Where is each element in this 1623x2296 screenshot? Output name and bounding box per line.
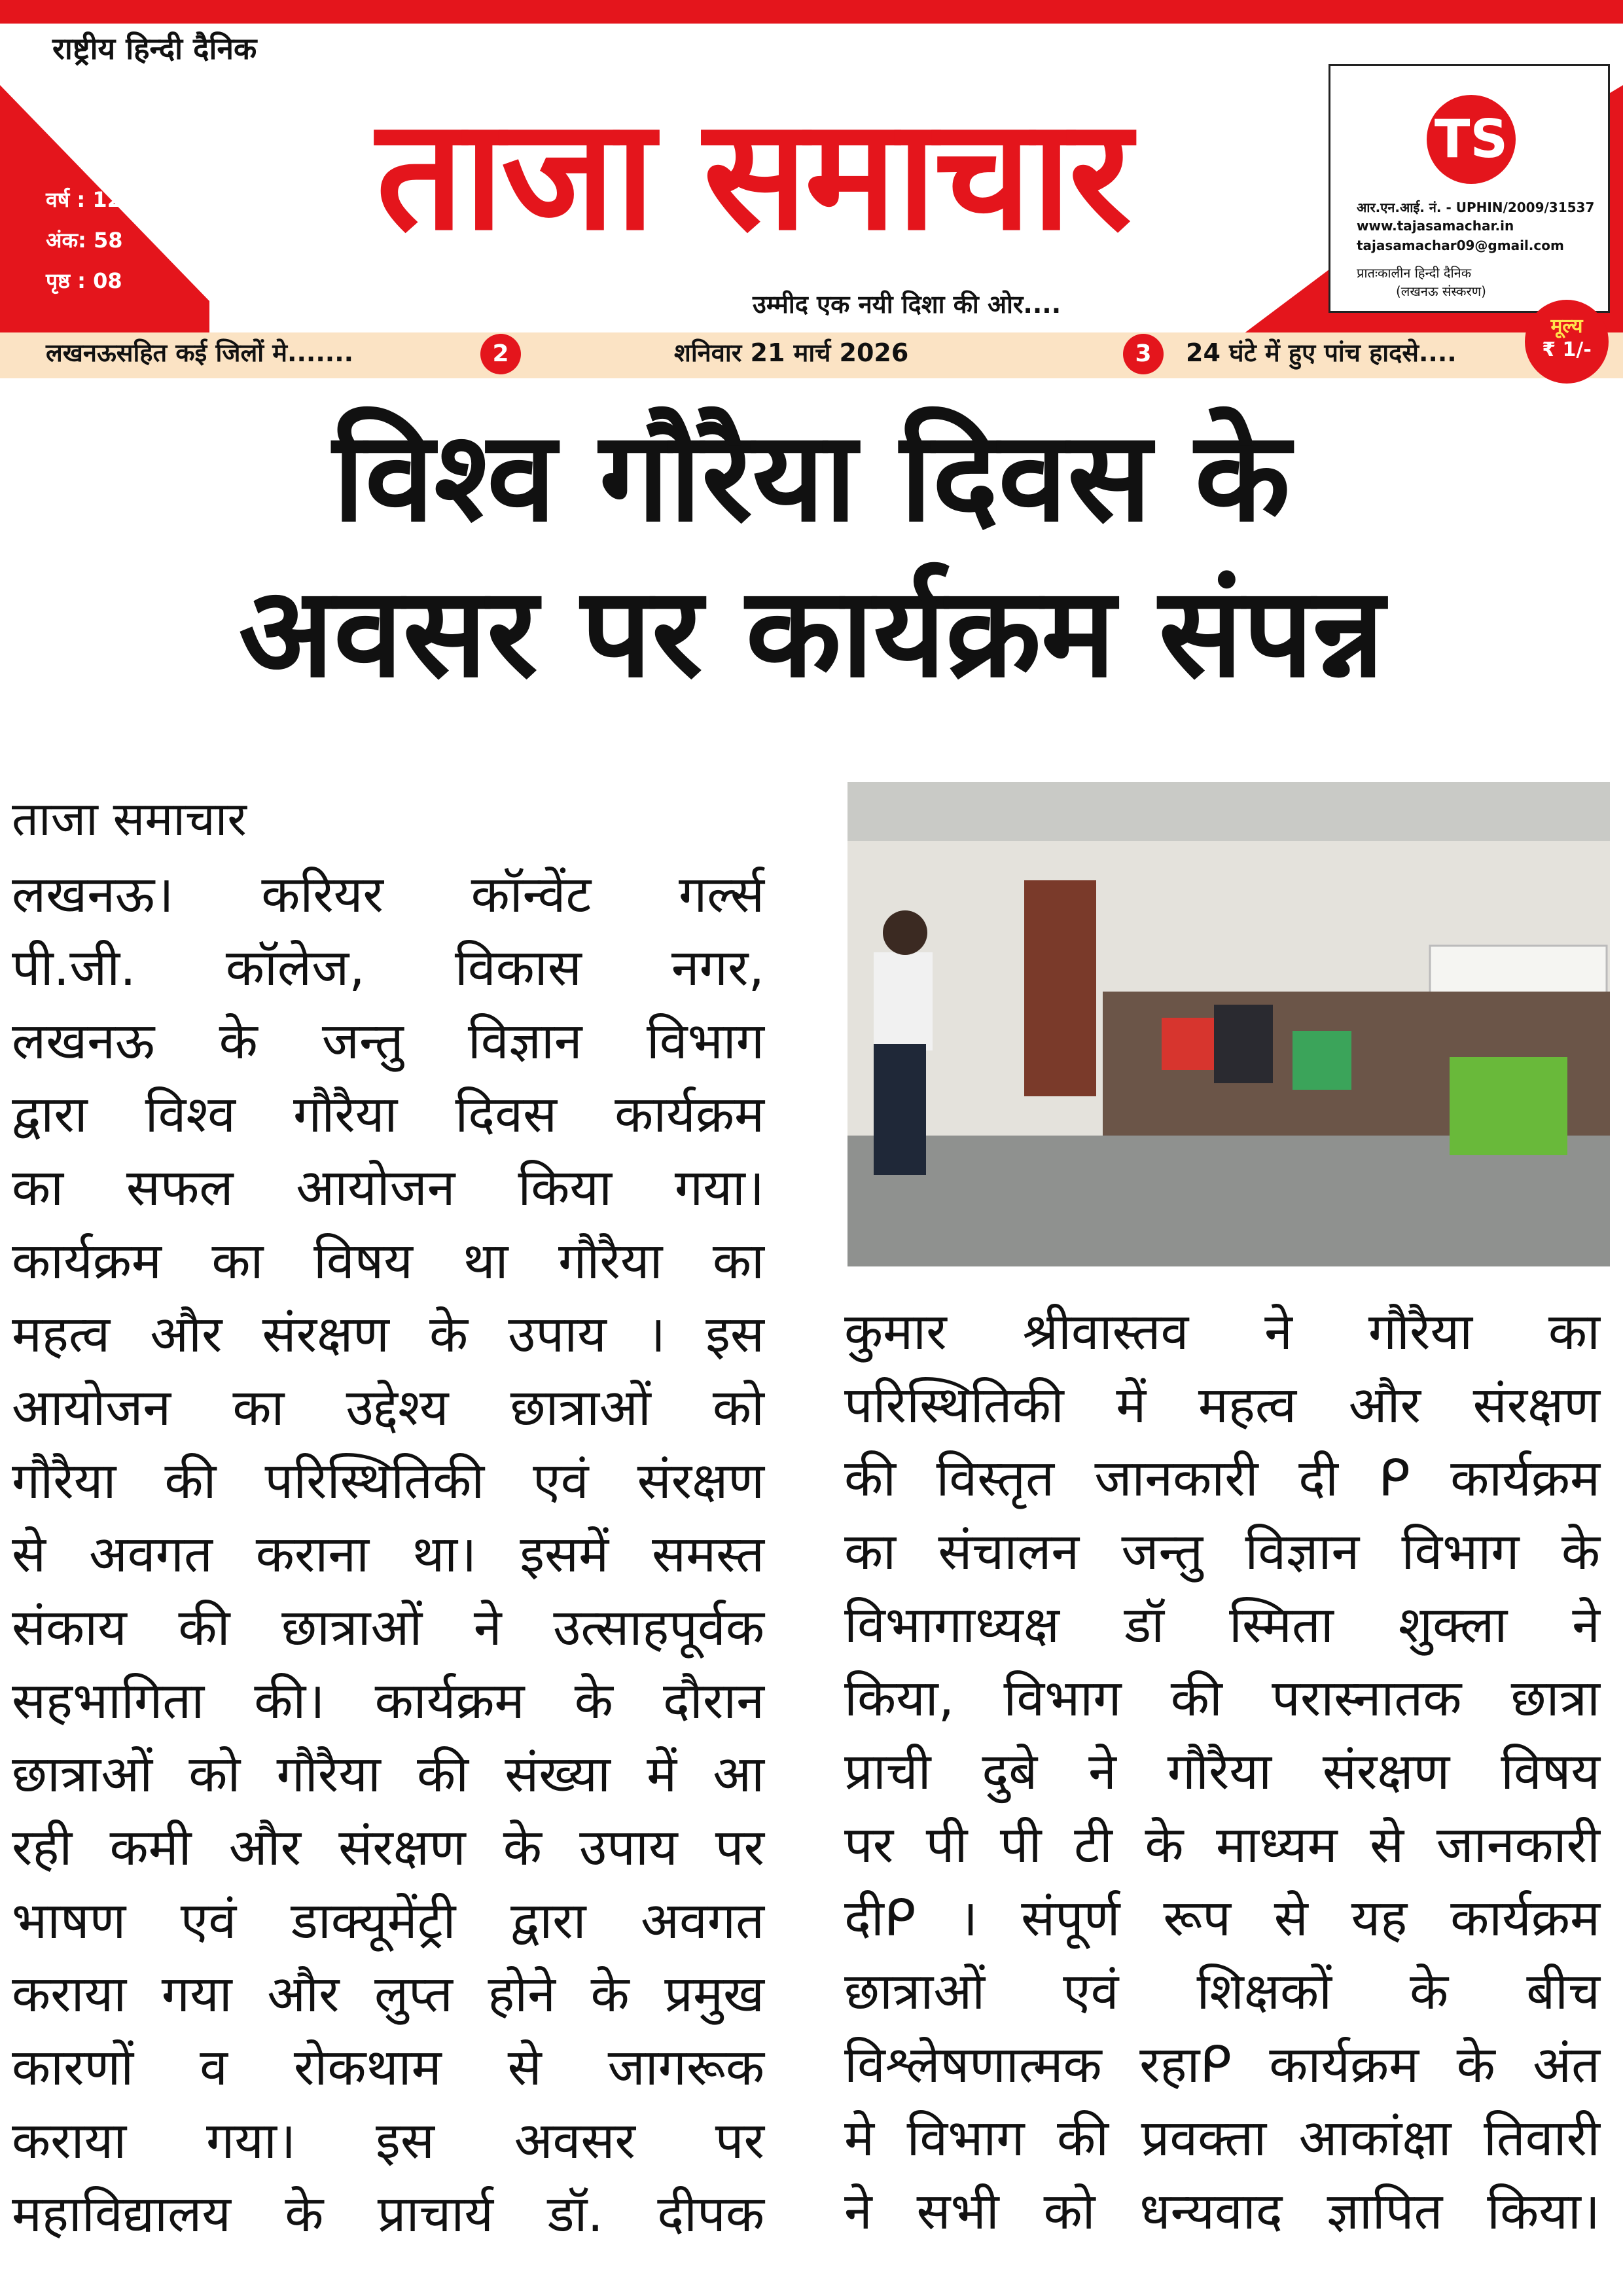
left-column-line: द्वारा विश्व गौरैया दिवस कार्यक्रम <box>12 1086 764 1144</box>
edition-label: प्रातःकालीन हिन्दी दैनिक <box>1357 265 1472 281</box>
right-column-line: कुमार श्रीवास्तव ने गौरैया का <box>844 1303 1600 1361</box>
left-column-line: का सफल आयोजन किया गया। <box>12 1159 764 1217</box>
headline <box>26 399 1597 711</box>
right-column-line: विभागाध्यक्ष डॉ स्मिता शुक्ला ने <box>844 1596 1600 1655</box>
left-column-line: कराया गया और लुप्त होने के प्रमुख <box>12 1965 764 2024</box>
pages-label: पृष्ठ : 08 <box>46 268 122 293</box>
right-column-line: किया, विभाग की परास्नातक छात्रा <box>844 1670 1600 1728</box>
left-column-line: से अवगत कराना था। इसमें समस्त <box>12 1526 764 1584</box>
price-badge <box>1525 300 1609 384</box>
left-column-line: सहभागिता की। कार्यक्रम के दौरान <box>12 1672 764 1731</box>
left-column-line: छात्राओं को गौरैया की संख्या में आ <box>12 1746 764 1804</box>
left-column-line: संकाय की छात्राओं ने उत्साहपूर्वक <box>12 1599 764 1657</box>
right-column-line: की विस्तृत जानकारी दी ᑭ कार्यक्रम <box>844 1450 1600 1508</box>
masthead-slogan: उम्मीद एक नयी दिशा की ओर.... <box>753 290 1061 319</box>
right-column-line: छात्राओं एवं शिक्षकों के बीच <box>844 1963 1600 2021</box>
strip-right-text: 24 घंटे में हुए पांच हादसे.... <box>1186 338 1457 367</box>
left-column-line: कार्यक्रम का विषय था गौरैया का <box>12 1232 764 1291</box>
headline-line-1: विश्व गौरैया दिवस के <box>332 404 1291 549</box>
ts-logo <box>1427 95 1516 184</box>
article-left-column <box>12 859 764 2251</box>
left-column-line: महाविद्यालय के प्राचार्य डॉ. दीपक <box>12 2185 764 2244</box>
left-column-line: कारणों व रोकथाम से जागरूक <box>12 2039 764 2097</box>
article-byline: ताजा समाचार <box>12 791 247 846</box>
photo-illustration <box>847 782 1610 1266</box>
masthead-title: ताजा समाचार <box>376 86 1130 264</box>
page-badge-2: 2 <box>480 334 521 374</box>
left-column-line: भाषण एवं डाक्यूमेंट्री द्वारा अवगत <box>12 1892 764 1950</box>
right-column-line: परिस्थितिकी में महत्व और संरक्षण <box>844 1376 1600 1435</box>
website-link[interactable]: www.tajasamachar.in <box>1357 218 1514 234</box>
left-column-line: लखनऊ। करियर कॉन्वेंट गर्ल्स <box>12 866 764 924</box>
headline-line-2: अवसर पर कार्यक्रम संपन्न <box>238 560 1385 705</box>
left-column-line: महत्व और संरक्षण के उपाय । इस <box>12 1306 764 1364</box>
left-column-line: रही कमी और संरक्षण के उपाय पर <box>12 1819 764 1877</box>
page-badge-3: 3 <box>1123 334 1164 374</box>
right-column-line: ने सभी को धन्यवाद ज्ञापित किया। <box>844 2183 1600 2241</box>
ts-logo-letters: TS <box>1434 109 1508 170</box>
right-column-line: का संचालन जन्तु विज्ञान विभाग के <box>844 1523 1600 1581</box>
strip-left-text: लखनऊसहित कई जिलों मे....... <box>46 338 354 367</box>
left-column-line: गौरैया की परिस्थितिकी एवं संरक्षण <box>12 1452 764 1511</box>
right-column-line: दीᑭ । संपूर्ण रूप से यह कार्यक्रम <box>844 1890 1600 1948</box>
left-column-line: लखनऊ के जन्तु विज्ञान विभाग <box>12 1013 764 1071</box>
email-link[interactable]: tajasamachar09@gmail.com <box>1357 238 1564 253</box>
rni-number: आर.एन.आई. नं. - UPHIN/2009/31537 <box>1357 200 1595 215</box>
right-column-line: विश्लेषणात्मक रहाᑭ कार्यक्रम के अंत <box>844 2036 1600 2094</box>
right-column-line: पर पी पी टी के माध्यम से जानकारी <box>844 1816 1600 1874</box>
right-column-line: मे विभाग की प्रवक्ता आकांक्षा तिवारी <box>844 2109 1600 2168</box>
issue-date: शनिवार 21 मार्च 2026 <box>674 338 909 367</box>
logo-box <box>1329 64 1610 313</box>
left-column-line: पी.जी. कॉलेज, विकास नगर, <box>12 939 764 997</box>
issue-label: अंक: 58 <box>46 228 123 253</box>
right-column-line: प्राची दुबे ने गौरैया संरक्षण विषय <box>844 1743 1600 1801</box>
year-label: वर्ष : 12 <box>46 187 122 212</box>
price-value: ₹ 1/- <box>1542 338 1592 361</box>
edition-city: (लखनऊ संस्करण) <box>1396 283 1486 299</box>
article-right-column <box>844 1296 1600 2249</box>
left-column-line: कराया गया। इस अवसर पर <box>12 2112 764 2170</box>
price-label: मूल्य <box>1550 315 1583 338</box>
left-column-line: आयोजन का उद्देश्य छात्राओं को <box>12 1379 764 1437</box>
event-photo <box>847 782 1610 1266</box>
masthead-tagline: राष्ट्रीय हिन्दी दैनिक <box>52 31 257 66</box>
top-red-bar <box>0 0 1623 24</box>
